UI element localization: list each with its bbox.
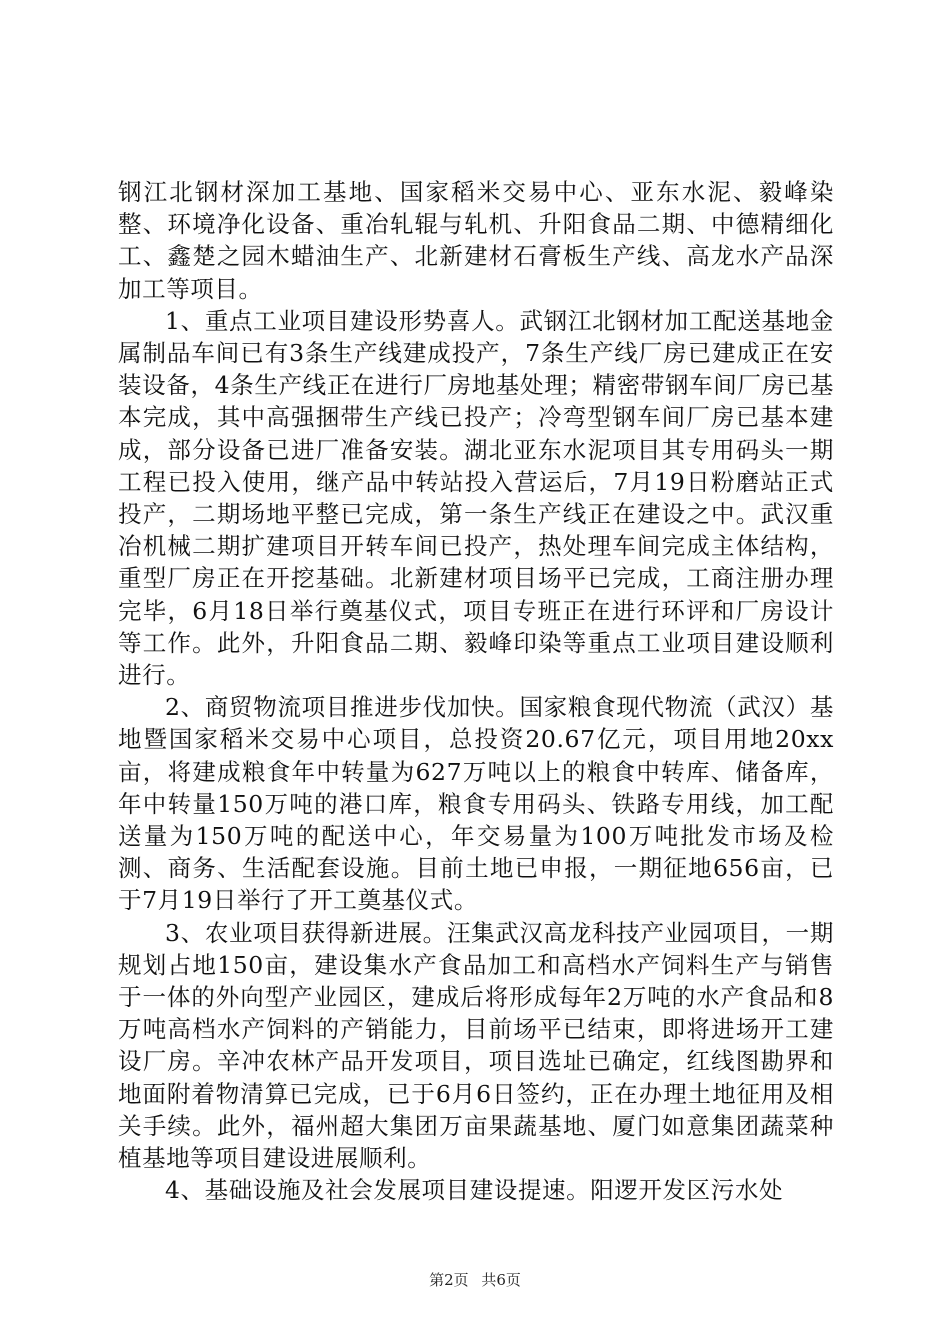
paragraph-logistics-projects: 2、商贸物流项目推进步伐加快。国家粮食现代物流（武汉）基地暨国家稻米交易中心项目，总投资20.67亿元，项目用地20xx亩，将建成粮食年中转量为627万吨以上的粮食中转库、储备库，年中转量150万吨的港口库，粮食专用码头、铁路专用线，加工配送量为150万吨的配送中心，年交易量为100万吨批发市场及检测、商务、生活配套设施。目前土地已申报，一期征地656亩，已于7月19日举行了开工奠基仪式。 <box>118 693 834 915</box>
document-body <box>118 176 834 1207</box>
paragraph-infrastructure-projects: 4、基础设施及社会发展项目建设提速。阳逻开发区污水处 <box>165 1176 784 1205</box>
paragraph-intro: 钢江北钢材深加工基地、国家稻米交易中心、亚东水泥、毅峰染整、环境净化设备、重冶轧辊与轧机、升阳食品二期、中德精细化工、鑫楚之园木蜡油生产、北新建材石膏板生产线、高龙水产品深加工等项目。 <box>118 178 834 303</box>
page-number: 第2页 <box>429 1271 469 1289</box>
paragraph-agriculture-projects: 3、农业项目获得新进展。汪集武汉高龙科技产业园项目，一期规划占地150亩，建设集水产食品加工和高档水产饲料生产与销售于一体的外向型产业园区，建成后将形成每年2万吨的水产食品和8万吨高档水产饲料的产销能力，目前场平已结束，即将进场开工建设厂房。辛冲农林产品开发项目，项目选址已确定，红线图勘界和地面附着物清算已完成，已于6月6日签约，正在办理土地征用及相关手续。此外，福州超大集团万亩果蔬基地、厦门如意集团蔬菜种植基地等项目建设进展顺利。 <box>118 918 834 1173</box>
paragraph-industrial-projects: 1、重点工业项目建设形势喜人。武钢江北钢材加工配送基地金属制品车间已有3条生产线建成投产，7条生产线厂房已建成正在安装设备，4条生产线正在进行厂房地基处理；精密带钢车间厂房已基本完成，其中高强捆带生产线已投产；冷弯型钢车间厂房已基本建成，部分设备已进厂准备安装。湖北亚东水泥项目其专用码头一期工程已投入使用，继产品中转站投入营运后，7月19日粉磨站正式投产，二期场地平整已完成，第一条生产线正在建设之中。武汉重冶机械二期扩建项目开转车间已投产，热处理车间完成主体结构，重型厂房正在开挖基础。北新建材项目场平已完成，工商注册办理完毕，6月18日举行奠基仪式，项目专班正在进行环评和厂房设计等工作。此外，升阳食品二期、毅峰印染等重点工业项目建设顺利进行。 <box>118 306 834 690</box>
page-total: 共6页 <box>481 1271 521 1289</box>
page-footer <box>0 1270 950 1290</box>
